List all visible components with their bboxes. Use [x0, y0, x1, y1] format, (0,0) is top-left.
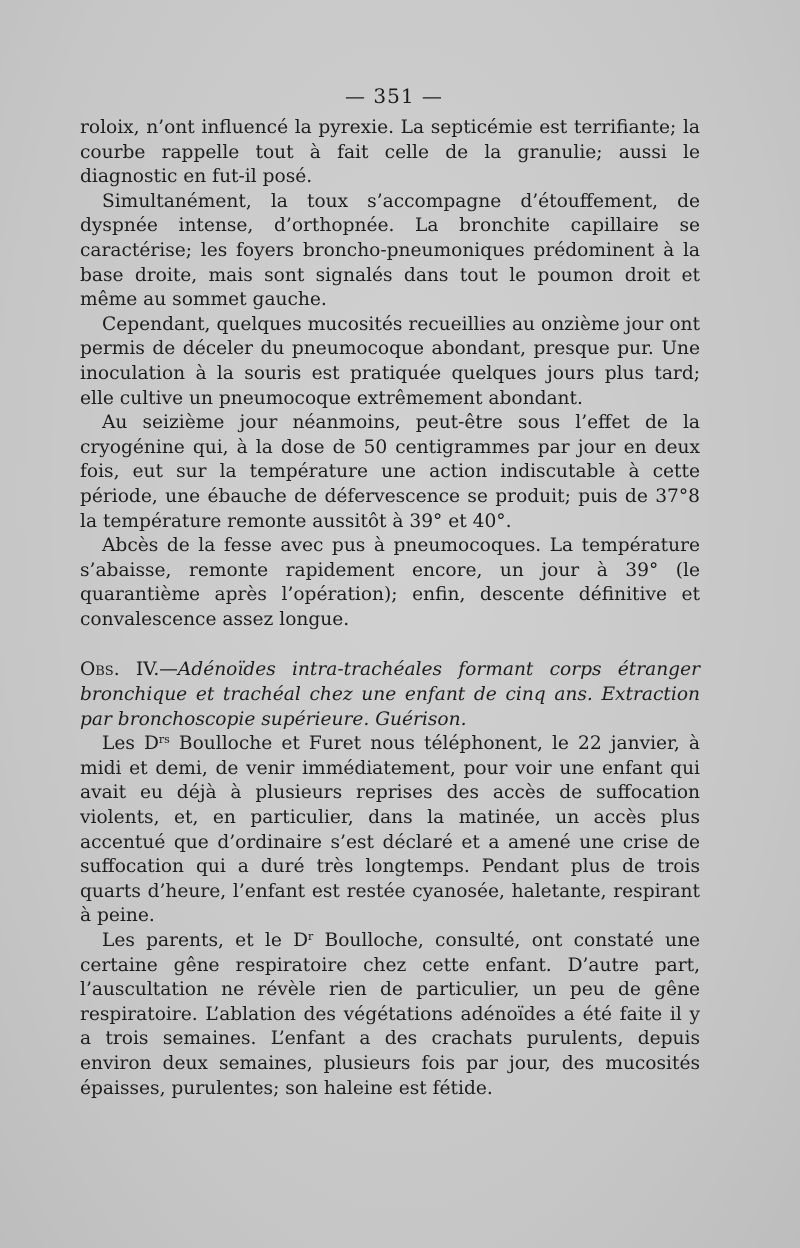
phone-call-prefix: Les D [102, 733, 159, 755]
parents-superscript: r [308, 930, 314, 943]
observation-dash: — [159, 659, 178, 681]
parents-text: Boulloche, consulté, ont constaté une certaine gêne respiratoire chez cette enfant. D’autre part, l’auscultation ne révèle rien de particulier, un peu de gêne respiratoire. L’ablation des végétations adénoïdes a été faite il y a trois semaines. L’enfant a des crachats purulents, depuis environ deux semaines, plusieurs fois par jour, des mucosités épaisses, purulentes; son haleine est fétide. [80, 930, 700, 1099]
observation-title: Adénoïdes intra-trachéales formant corps étranger bronchique et trachéal chez une enfant de cinq ans. Extraction par bronchoscopie supérieure. Guérison. [80, 659, 700, 730]
paragraph-parents [80, 929, 700, 1101]
paragraph-dyspnea: Simultanément, la toux s’accompagne d’étouffement, de dyspnée intense, d’orthopnée. La bronchite capillaire se caractérise; les foyers broncho-pneumoniques prédominent à la base droite, mais sont signalés dans tout le poumon droit et même au sommet gauche. [80, 190, 700, 311]
paragraph-abscess: Abcès de la fesse avec pus à pneumocoques. La température s’abaisse, remonte rapidement encore, un jour à 39° (le quarantième après l’opération); enfin, descente définitive et convalescence assez longue. [80, 535, 700, 630]
parents-prefix: Les parents, et le D [102, 930, 309, 951]
observation-heading [80, 658, 700, 732]
phone-call-superscript: rs [158, 733, 170, 747]
page-number: — 351 — [345, 84, 443, 108]
paragraph-phone-call [80, 732, 700, 929]
phone-call-text: Boulloche et Furet nous téléphonent, le 22 janvier, à midi et demi, de venir immédiatement, pour voir une enfant qui avait eu déjà à plusieurs reprises des accès de suffocation violents, et, en particulier, dans la matinée, un accès plus accentué que d’ordinaire s’est déclaré et a amené une crise de suffocation qui a duré très longtemps. Pendant plus de trois quarts d’heure, l’enfant est restée cyanosée, haletante, respirant à peine. [80, 733, 700, 927]
observation-label: Obs. IV. [80, 659, 160, 681]
paragraph-cryogenine: Au seizième jour néanmoins, peut-être sous l’effet de la cryogénine qui, à la dose de 50 centigrammes par jour en deux fois, eut sur la température une action indiscutable à cette période, une ébauche de défervescence se produit; puis de 37°8 la température remonte aussitôt à 39° et 40°. [80, 412, 700, 532]
paragraph-pneumococcus: Cependant, quelques mucosités recueillies au onzième jour ont permis de déceler du pneumocoque abondant, presque pur. Une inoculation à la souris est pratiquée quelques jours plus tard; elle cultive un pneumocoque extrêmement abondant. [80, 313, 700, 409]
paragraph-continued: roloix, n’ont influencé la pyrexie. La septicémie est terrifiante; la courbe rappelle tout à fait celle de la granulie; aussi le diagnostic en fut-il posé. [80, 117, 700, 188]
